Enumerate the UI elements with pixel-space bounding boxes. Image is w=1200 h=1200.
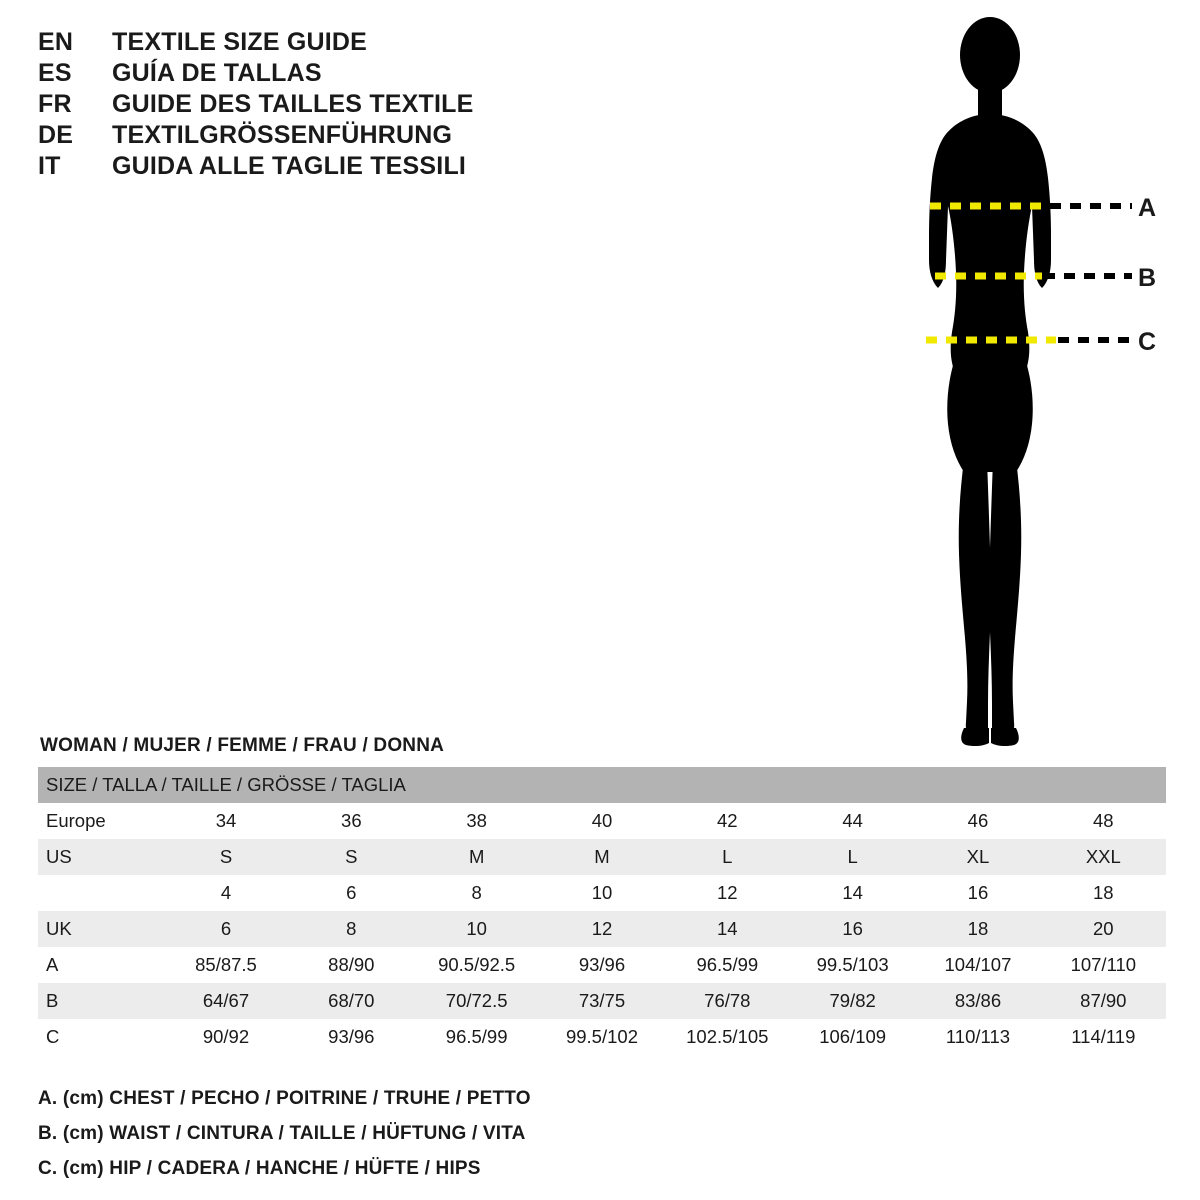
cell: L: [790, 839, 915, 875]
cell: 96.5/99: [414, 1019, 539, 1055]
cell: 12: [539, 911, 664, 947]
row-label-us-numeric: [38, 875, 163, 911]
title-text-en: TEXTILE SIZE GUIDE: [112, 28, 368, 56]
cell: 18: [1041, 875, 1166, 911]
cell: 38: [414, 803, 539, 839]
row-label-europe: Europe: [38, 803, 163, 839]
footnotes: [38, 1088, 838, 1193]
language-code-it: IT: [38, 152, 61, 180]
size-table-section: [38, 735, 1166, 1055]
row-label-a: A: [38, 947, 163, 983]
cell: 46: [915, 803, 1040, 839]
title-text-de: TEXTILGRÖSSENFÜHRUNG: [112, 121, 453, 149]
table-row: [38, 983, 1166, 1019]
cell: 36: [289, 803, 414, 839]
footnote-c: C. (cm) HIP / CADERA / HANCHE / HÜFTE / HIPS: [38, 1158, 481, 1179]
marker-label-b: B: [1138, 264, 1157, 292]
cell: 8: [289, 911, 414, 947]
body-measurement-figure: [860, 10, 1190, 770]
row-label-uk: UK: [38, 911, 163, 947]
cell: 110/113: [915, 1019, 1040, 1055]
cell: 6: [289, 875, 414, 911]
cell: L: [665, 839, 790, 875]
table-row: [38, 947, 1166, 983]
cell: 88/90: [289, 947, 414, 983]
row-label-b: B: [38, 983, 163, 1019]
cell: 99.5/103: [790, 947, 915, 983]
cell: 107/110: [1041, 947, 1166, 983]
cell: XXL: [1041, 839, 1166, 875]
table-header-label: SIZE / TALLA / TAILLE / GRÖSSE / TAGLIA: [38, 767, 1166, 803]
cell: 16: [790, 911, 915, 947]
table-row: [38, 1019, 1166, 1055]
cell: 40: [539, 803, 664, 839]
cell: 70/72.5: [414, 983, 539, 1019]
cell: XL: [915, 839, 1040, 875]
cell: 16: [915, 875, 1040, 911]
cell: 64/67: [163, 983, 288, 1019]
cell: 99.5/102: [539, 1019, 664, 1055]
title-row: [38, 152, 658, 181]
size-table: [38, 767, 1166, 1055]
cell: 14: [790, 875, 915, 911]
cell: 4: [163, 875, 288, 911]
cell: 10: [414, 911, 539, 947]
cell: S: [163, 839, 288, 875]
cell: 12: [665, 875, 790, 911]
cell: 114/119: [1041, 1019, 1166, 1055]
cell: 93/96: [539, 947, 664, 983]
title-block: [38, 28, 658, 183]
title-text-es: GUÍA DE TALLAS: [112, 59, 322, 87]
cell: 106/109: [790, 1019, 915, 1055]
table-row: [38, 839, 1166, 875]
title-row: [38, 121, 658, 150]
cell: 85/87.5: [163, 947, 288, 983]
cell: 34: [163, 803, 288, 839]
marker-label-c: C: [1138, 328, 1157, 356]
language-code-fr: FR: [38, 90, 72, 118]
table-header-row: [38, 767, 1166, 803]
table-row: [38, 911, 1166, 947]
cell: 104/107: [915, 947, 1040, 983]
cell: 93/96: [289, 1019, 414, 1055]
cell: 96.5/99: [665, 947, 790, 983]
footnote-a: A. (cm) CHEST / PECHO / POITRINE / TRUHE / PETTO: [38, 1088, 531, 1109]
row-label-us: US: [38, 839, 163, 875]
cell: 14: [665, 911, 790, 947]
female-silhouette-icon: [860, 10, 1190, 770]
title-text-fr: GUIDE DES TAILLES TEXTILE: [112, 90, 474, 118]
title-row: [38, 59, 658, 88]
cell: 76/78: [665, 983, 790, 1019]
title-row: [38, 90, 658, 119]
cell: 68/70: [289, 983, 414, 1019]
title-row: [38, 28, 658, 57]
table-heading: WOMAN / MUJER / FEMME / FRAU / DONNA: [40, 735, 445, 756]
table-row: [38, 803, 1166, 839]
cell: S: [289, 839, 414, 875]
cell: 102.5/105: [665, 1019, 790, 1055]
marker-label-a: A: [1138, 194, 1157, 222]
cell: 8: [414, 875, 539, 911]
cell: 18: [915, 911, 1040, 947]
footnote-b: B. (cm) WAIST / CINTURA / TAILLE / HÜFTUNG / VITA: [38, 1123, 526, 1144]
title-text-it: GUIDA ALLE TAGLIE TESSILI: [112, 152, 467, 180]
cell: 83/86: [915, 983, 1040, 1019]
cell: 20: [1041, 911, 1166, 947]
cell: 48: [1041, 803, 1166, 839]
cell: 42: [665, 803, 790, 839]
cell: 87/90: [1041, 983, 1166, 1019]
cell: 10: [539, 875, 664, 911]
table-row: [38, 875, 1166, 911]
language-code-de: DE: [38, 121, 74, 149]
cell: 44: [790, 803, 915, 839]
cell: 6: [163, 911, 288, 947]
cell: 79/82: [790, 983, 915, 1019]
cell: 73/75: [539, 983, 664, 1019]
language-code-en: EN: [38, 28, 74, 56]
language-code-es: ES: [38, 59, 72, 87]
cell: M: [414, 839, 539, 875]
cell: 90.5/92.5: [414, 947, 539, 983]
cell: M: [539, 839, 664, 875]
row-label-c: C: [38, 1019, 163, 1055]
cell: 90/92: [163, 1019, 288, 1055]
